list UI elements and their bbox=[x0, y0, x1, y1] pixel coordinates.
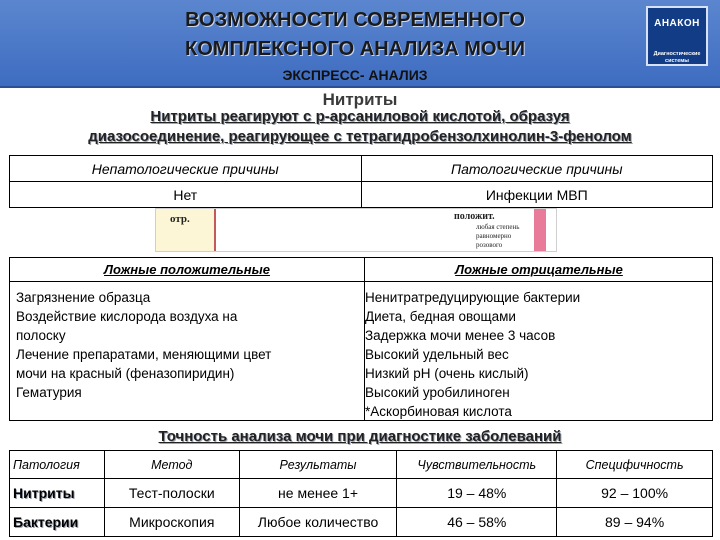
list-item: полоску bbox=[16, 328, 66, 343]
list-item: Лечение препаратами, меняющими цвет bbox=[16, 347, 272, 362]
list-item: Задержка мочи менее 3 часов bbox=[365, 328, 556, 343]
list-item: Высокий удельный вес bbox=[365, 347, 509, 362]
false-negative-header: Ложные отрицательные bbox=[455, 262, 623, 277]
causes-value-row bbox=[10, 182, 713, 208]
column-header: Специфичность bbox=[557, 451, 713, 479]
header-banner bbox=[0, 0, 720, 88]
negative-label: отр. bbox=[170, 213, 190, 225]
page-title-line1: ВОЗМОЖНОСТИ СОВРЕМЕННОГО bbox=[185, 9, 525, 31]
table-cell: 46 – 58% bbox=[397, 508, 557, 537]
pathological-header: Патологические причины bbox=[361, 156, 713, 182]
table-cell: Микроскопия bbox=[104, 508, 239, 537]
positive-note: любая степень равномерно розового bbox=[476, 223, 520, 249]
table-cell: не менее 1+ bbox=[239, 479, 397, 508]
logo-text: АНАКОН bbox=[654, 18, 700, 29]
company-logo bbox=[646, 6, 708, 66]
list-item: Высокий уробилиноген bbox=[365, 385, 510, 400]
table-cell: Нитриты bbox=[10, 479, 105, 508]
causes-header-row bbox=[10, 156, 713, 182]
table-cell: Тест-полоски bbox=[104, 479, 239, 508]
table-cell: 92 – 100% bbox=[557, 479, 713, 508]
page-subtitle: ЭКСПРЕСС- АНАЛИЗ bbox=[282, 67, 428, 83]
section-title-nitrites: Нитриты bbox=[322, 90, 398, 109]
table-cell: 19 – 48% bbox=[397, 479, 557, 508]
list-item: Воздействие кислорода воздуха на bbox=[16, 309, 238, 324]
accuracy-title: Точность анализа мочи при диагностике заболеваний bbox=[158, 428, 562, 445]
list-item: *Аскорбиновая кислота bbox=[365, 404, 512, 419]
page-title-line2: КОМПЛЕКСНОГО АНАЛИЗА МОЧИ bbox=[185, 38, 525, 60]
table-cell: 89 – 94% bbox=[557, 508, 713, 537]
column-header: Результаты bbox=[239, 451, 397, 479]
table-cell: Бактерии bbox=[10, 508, 105, 537]
table-header-row bbox=[10, 451, 713, 479]
list-item: Диета, бедная овощами bbox=[365, 309, 516, 324]
negative-color-swatch bbox=[156, 209, 216, 251]
false-positive-header: Ложные положительные bbox=[104, 262, 270, 277]
table-row bbox=[10, 508, 713, 537]
positive-color-area bbox=[426, 209, 558, 251]
list-item: Ненитратредуцирующие бактерии bbox=[365, 290, 581, 305]
positive-color-swatch bbox=[534, 209, 546, 251]
table-cell: Любое количество bbox=[239, 508, 397, 537]
column-header: Чувствительность bbox=[397, 451, 557, 479]
list-item: Гематурия bbox=[16, 385, 82, 400]
color-scale-strip bbox=[155, 208, 557, 252]
column-header: Метод bbox=[104, 451, 239, 479]
false-results-header-row bbox=[10, 258, 712, 282]
list-item: Загрязнение образца bbox=[16, 290, 151, 305]
pathological-value: Инфекции МВП bbox=[361, 182, 713, 208]
list-item: мочи на красный (феназопиридин) bbox=[16, 366, 235, 381]
false-positive-list bbox=[16, 288, 356, 402]
non-pathological-value: Нет bbox=[10, 182, 362, 208]
false-results-table bbox=[9, 257, 713, 421]
causes-table bbox=[9, 155, 713, 208]
accuracy-table bbox=[9, 450, 713, 537]
list-item: Низкий pH (очень кислый) bbox=[365, 366, 529, 381]
positive-label: положит. bbox=[454, 211, 495, 222]
nitrites-description-line1: Нитриты реагируют с р-арсаниловой кислотой, образуя bbox=[150, 108, 570, 125]
nitrites-description-line2: диазосоединение, реагирующее с тетрагидробензолхинолин-3-фенолом bbox=[88, 128, 632, 145]
false-negative-list bbox=[365, 288, 710, 421]
non-pathological-header: Непатологические причины bbox=[10, 156, 362, 182]
table-row bbox=[10, 479, 713, 508]
logo-subtext: Диагностические системы bbox=[653, 51, 701, 64]
column-header: Патология bbox=[10, 451, 105, 479]
